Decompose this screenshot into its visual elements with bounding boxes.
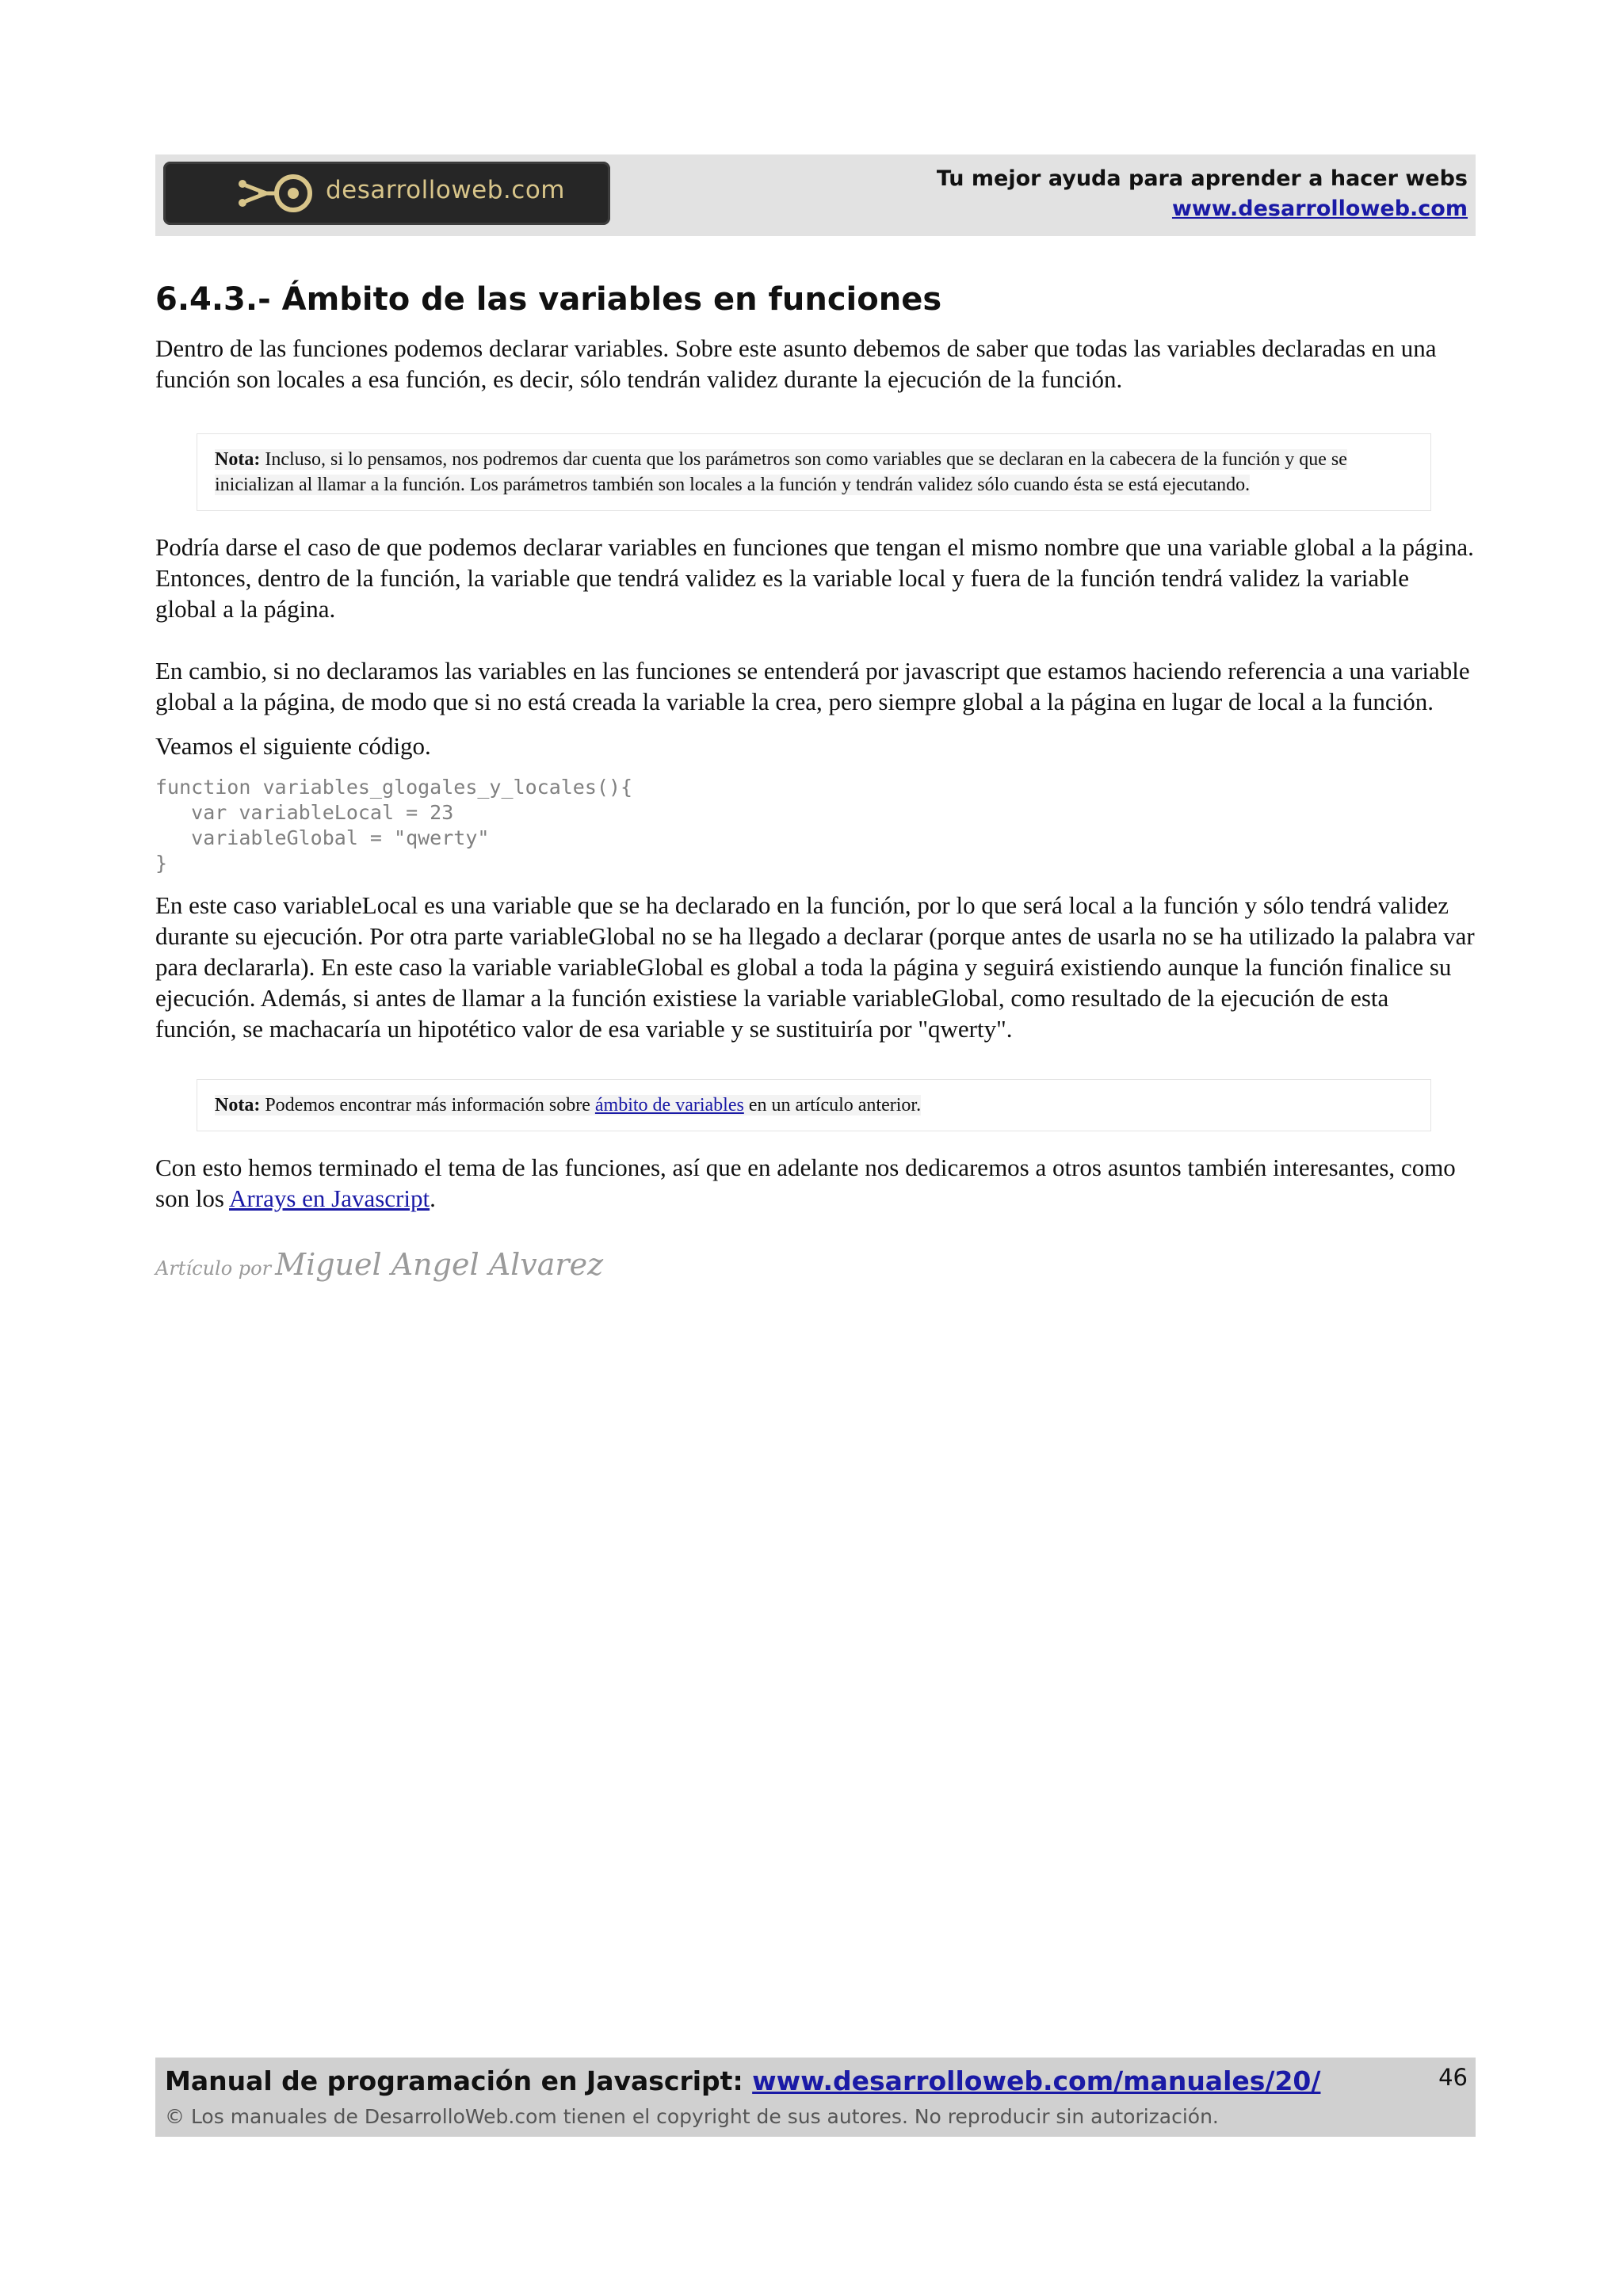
author-prefix: Artículo por	[155, 1257, 272, 1280]
paragraph-undeclared: En cambio, si no declaramos las variables en las funciones se entenderá por javascript que estamos haciendo referencia a una variable global a la página, de modo que si no está creada la variable la crea, pero siempre global a la página en lugar de local a la función.	[155, 657, 1470, 715]
section-title: 6.4.3.- Ámbito de las variables en funciones	[155, 281, 942, 318]
author-name: Miguel Angel Alvarez	[275, 1247, 604, 1282]
logo-mark-icon	[235, 173, 322, 214]
paragraph-intro: Dentro de las funciones podemos declarar variables. Sobre este asunto debemos de saber que todas las variables declaradas en una función son locales a esa función, es decir, sólo tendrán validez durante la ejecución de la función.	[155, 334, 1437, 393]
author-credit	[155, 1247, 1476, 1282]
page-footer	[155, 2058, 1476, 2137]
logo-text: desarrolloweb.com	[326, 176, 565, 204]
header-right	[937, 164, 1468, 224]
note-text: Podemos encontrar más información sobre	[260, 1095, 595, 1116]
note-box-scope-link	[197, 1079, 1431, 1131]
code-line: }	[155, 852, 168, 875]
header-tagline: Tu mejor ayuda para aprender a hacer webs	[936, 166, 1468, 191]
code-line: var variableLocal = 23	[155, 801, 454, 824]
site-logo[interactable]	[163, 162, 610, 225]
paragraph-code-intro: Veamos el siguiente código.	[155, 732, 431, 760]
note-text: Incluso, si lo pensamos, nos podremos dar cuenta que los parámetros son como variables que se declaran en la cabecera de la función y que se inicializan al llamar a la función. Los parámetros también son locales a la función y tendrán validez sólo cuando ésta se está ejecutando.	[215, 449, 1347, 495]
code-line: variableGlobal = "qwerty"	[155, 826, 490, 849]
footer-manual-link[interactable]: www.desarrolloweb.com/manuales/20/	[752, 2065, 1321, 2096]
code-line: function variables_glogales_y_locales(){	[155, 776, 633, 799]
arrays-link[interactable]: Arrays en Javascript	[229, 1184, 430, 1212]
closing-period: .	[430, 1184, 436, 1212]
footer-copyright: © Los manuales de DesarrolloWeb.com tienen el copyright de sus autores. No reproducir sin autorización.	[165, 2105, 1219, 2128]
closing-text: Con esto hemos terminado el tema de las funciones, así que en adelante nos dedicaremos a otros asuntos también interesantes, como son los	[155, 1154, 1456, 1212]
note-text: en un artículo anterior.	[743, 1095, 922, 1116]
main-content	[155, 279, 1476, 1282]
page-header	[155, 154, 1476, 236]
note-label: Nota:	[215, 1095, 261, 1116]
paragraph-same-name: Podría darse el caso de que podemos declarar variables en funciones que tengan el mismo nombre que una variable global a la página. Entonces, dentro de la función, la variable que tendrá validez es la variable local y fuera de la función tendrá validez la variable global a la página.	[155, 533, 1474, 623]
note-label: Nota:	[215, 449, 261, 470]
footer-title	[165, 2065, 1320, 2096]
paragraph-closing	[155, 1152, 1476, 1214]
footer-manual-title: Manual de programación en Javascript:	[165, 2065, 743, 2096]
note-box-parameters	[197, 433, 1431, 511]
header-site-link[interactable]: www.desarrolloweb.com	[1171, 196, 1468, 221]
code-block	[155, 775, 1476, 876]
page-number: 46	[1438, 2064, 1468, 2091]
scope-article-link[interactable]: ámbito de variables	[594, 1095, 744, 1116]
paragraph-explanation: En este caso variableLocal es una variable que se ha declarado en la función, por lo que será local a la función y sólo tendrá validez durante su ejecución. Por otra parte variableGlobal no se ha llegado a declarar (porque antes de usarla no se ha utilizado la palabra var para declararla). En este caso la variable variableGlobal es global a toda la página y seguirá existiendo aunque la función finalice su ejecución. Además, si antes de llamar a la función existiese la variable variableGlobal, como resultado de la ejecución de esta función, se machacaría un hipotético valor de esa variable y se sustituiría por "qwerty".	[155, 891, 1475, 1043]
